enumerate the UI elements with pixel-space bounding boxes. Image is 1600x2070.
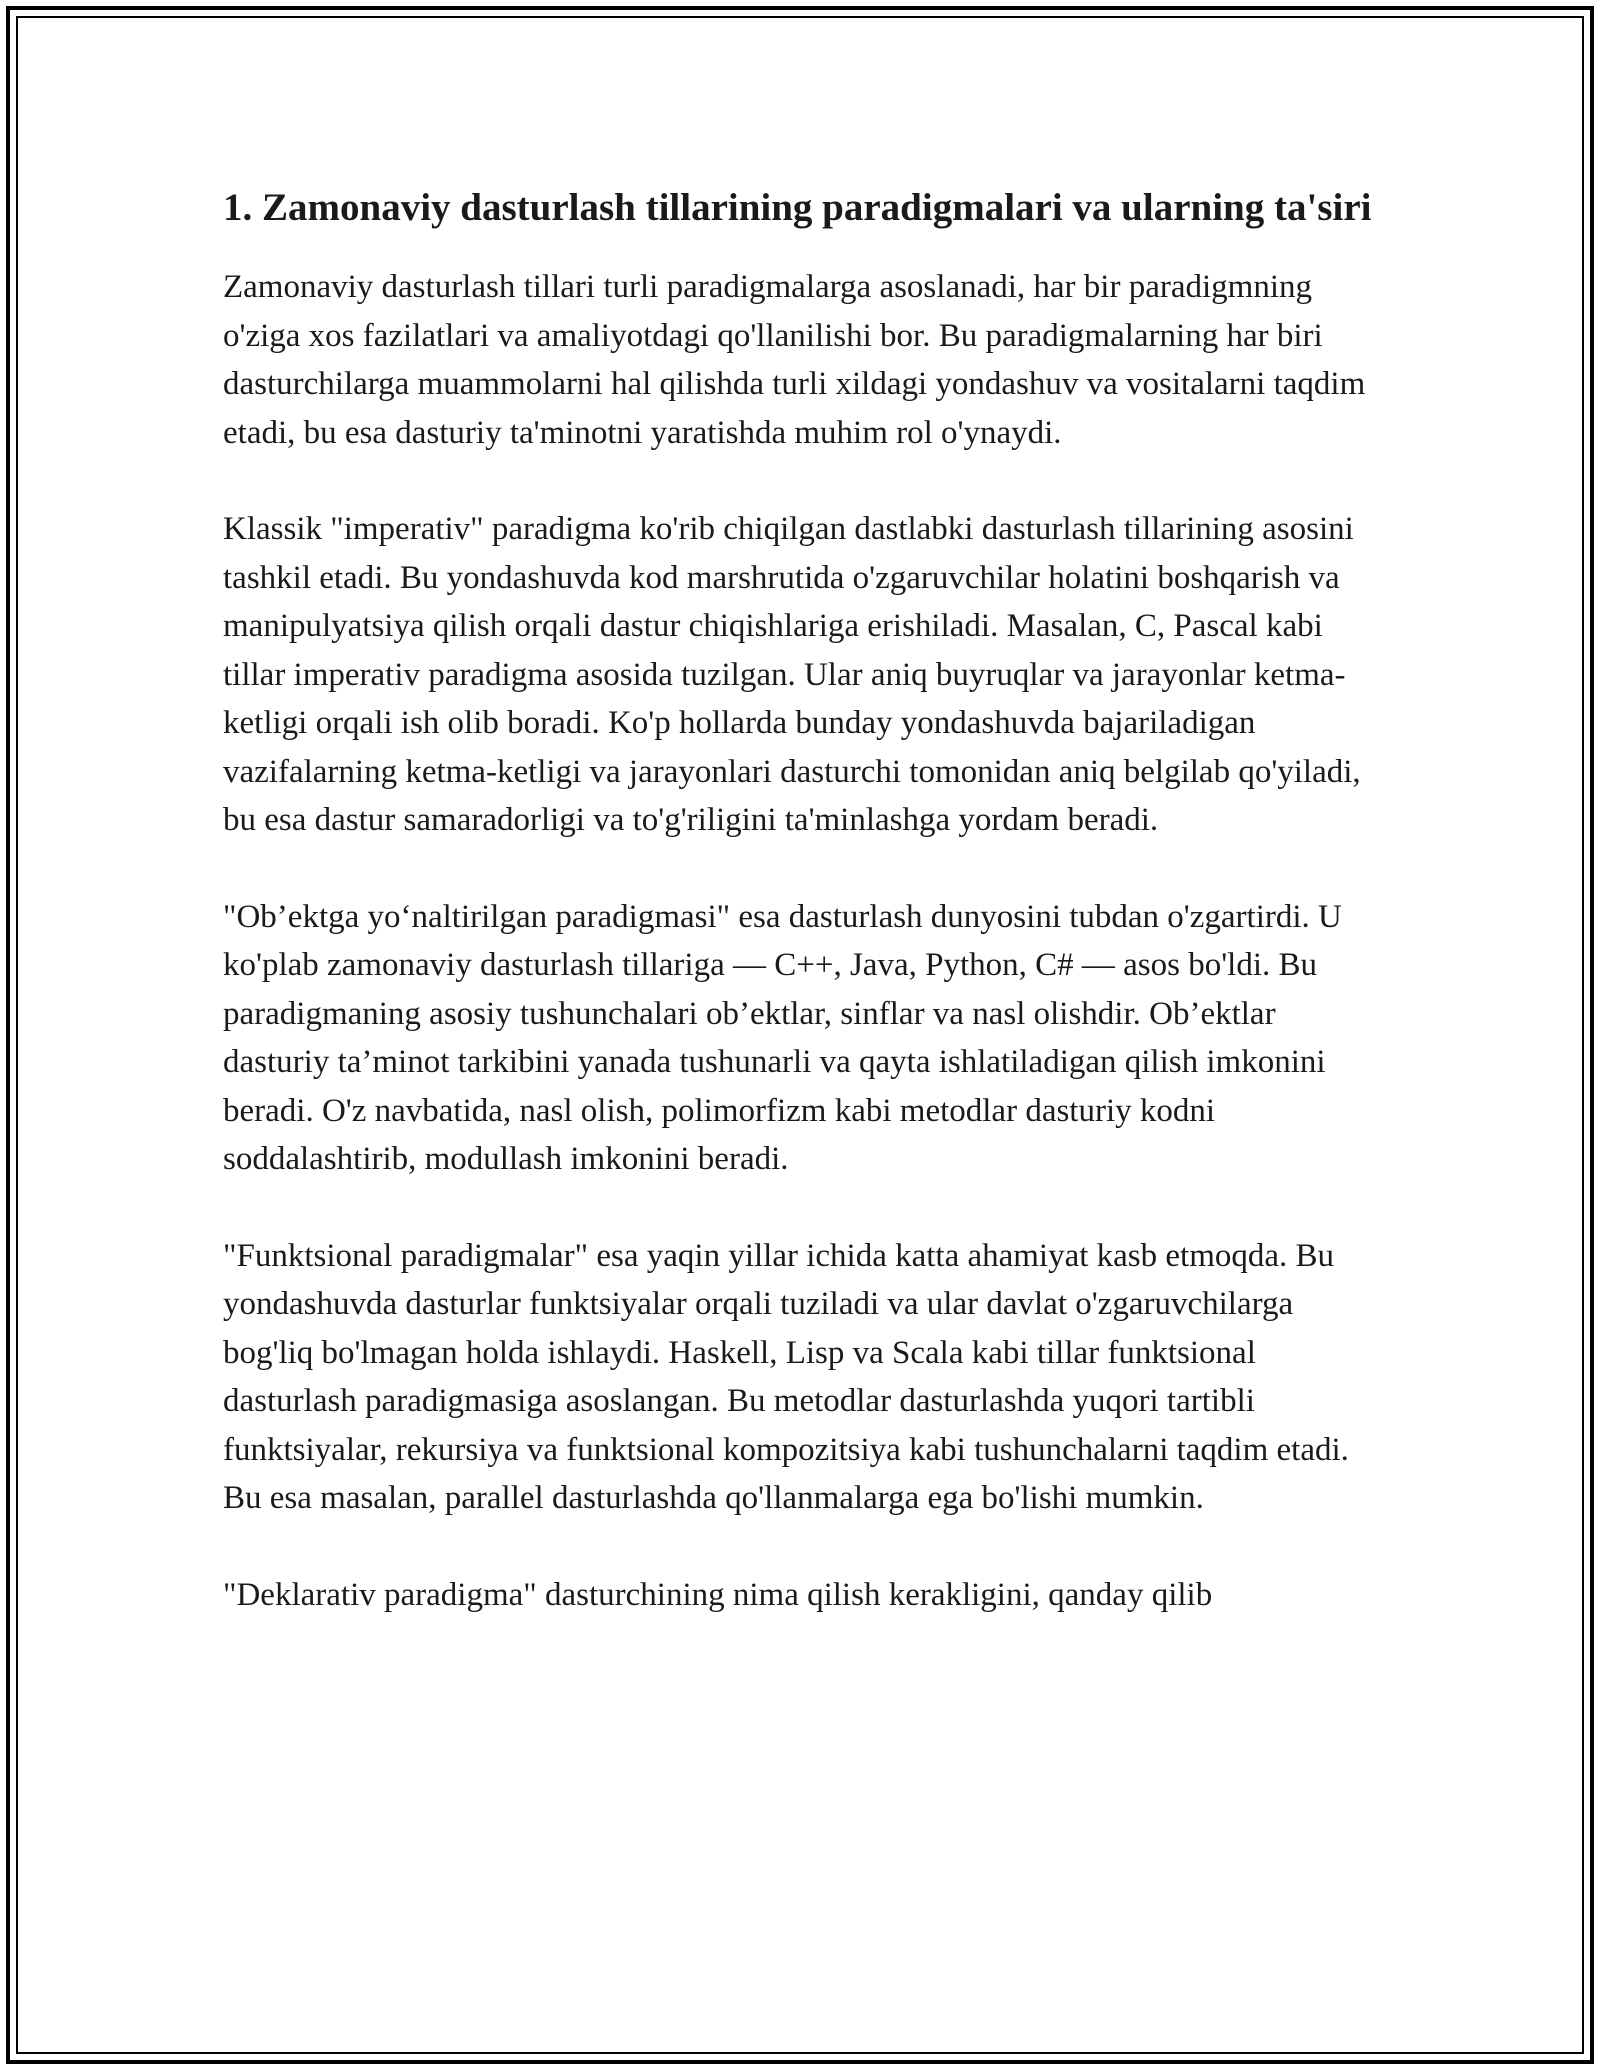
paragraph-1: Zamonaviy dasturlash tillari turli paradigmalarga asoslanadi, har bir paradigmning o'ziga xos fazilatlari va amaliyotdagi qo'llanilishi bor. Bu paradigmalarning har biri dasturchilarga muammolarni hal qilishda turli xildagi yondashuv va vositalarni taqdim etadi, bu esa dasturiy ta'minotni yaratishda muhim rol o'ynaydi. [223, 269, 1366, 451]
document-title: 1. Zamonaviy dasturlash tillarining paradigmalari va ularning ta'siri [223, 186, 1372, 229]
paragraph-5: "Deklarativ paradigma" dasturchining nima qilish kerakligini, qanday qilib [223, 1576, 1213, 1613]
paragraph-3: "Ob’ektga yo‘naltirilgan paradigmasi" esa dasturlash dunyosini tubdan o'zgartirdi. U ko'plab zamonaviy dasturlash tillariga — C++, Java, Python, C# — asos bo'ldi. Bu paradigmaning asosiy tushunchalari ob’ektlar, sinflar va nasl olishdir. Ob’ektlar dasturiy ta’minot tarkibini yanada tushunarli va qayta ishlatiladigan qilish imkonini beradi. O'z navbatida, nasl olish, polimorfizm kabi metodlar dasturiy kodni soddalashtirib, modullash imkonini beradi. [223, 898, 1342, 1177]
paragraph-4: "Funktsional paradigmalar" esa yaqin yillar ichida katta ahamiyat kasb etmoqda. Bu yondashuvda dasturlar funktsiyalar orqali tuziladi va ular davlat o'zgaruvchilarga bog'liq bo'lmagan holda ishlaydi. Haskell, Lisp va Scala kabi tillar funktsional dasturlash paradigmasiga asoslangan. Bu metodlar dasturlashda yuqori tartibli funktsiyalar, rekursiya va funktsional kompozitsiya kabi tushunchalarni taqdim etadi. Bu esa masalan, parallel dasturlashda qo'llanmalarga ega bo'lishi mumkin. [223, 1237, 1349, 1516]
paragraph-2: Klassik "imperativ" paradigma ko'rib chiqilgan dastlabki dasturlash tillarining asosini tashkil etadi. Bu yondashuvda kod marshrutida o'zgaruvchilar holatini boshqarish va manipulyatsiya qilish orqali dastur chiqishlariga erishiladi. Masalan, C, Pascal kabi tillar imperativ paradigma asosida tuzilgan. Ular aniq buyruqlar va jarayonlar ketma-ketligi orqali ish olib boradi. Ko'p hollarda bunday yondashuvda bajariladigan vazifalarning ketma-ketligi va jarayonlari dasturchi tomonidan aniq belgilab qo'yiladi, bu esa dastur samaradorligi va to'g'riligini ta'minlashga yordam beradi. [223, 511, 1361, 838]
document-body [223, 180, 1373, 1667]
